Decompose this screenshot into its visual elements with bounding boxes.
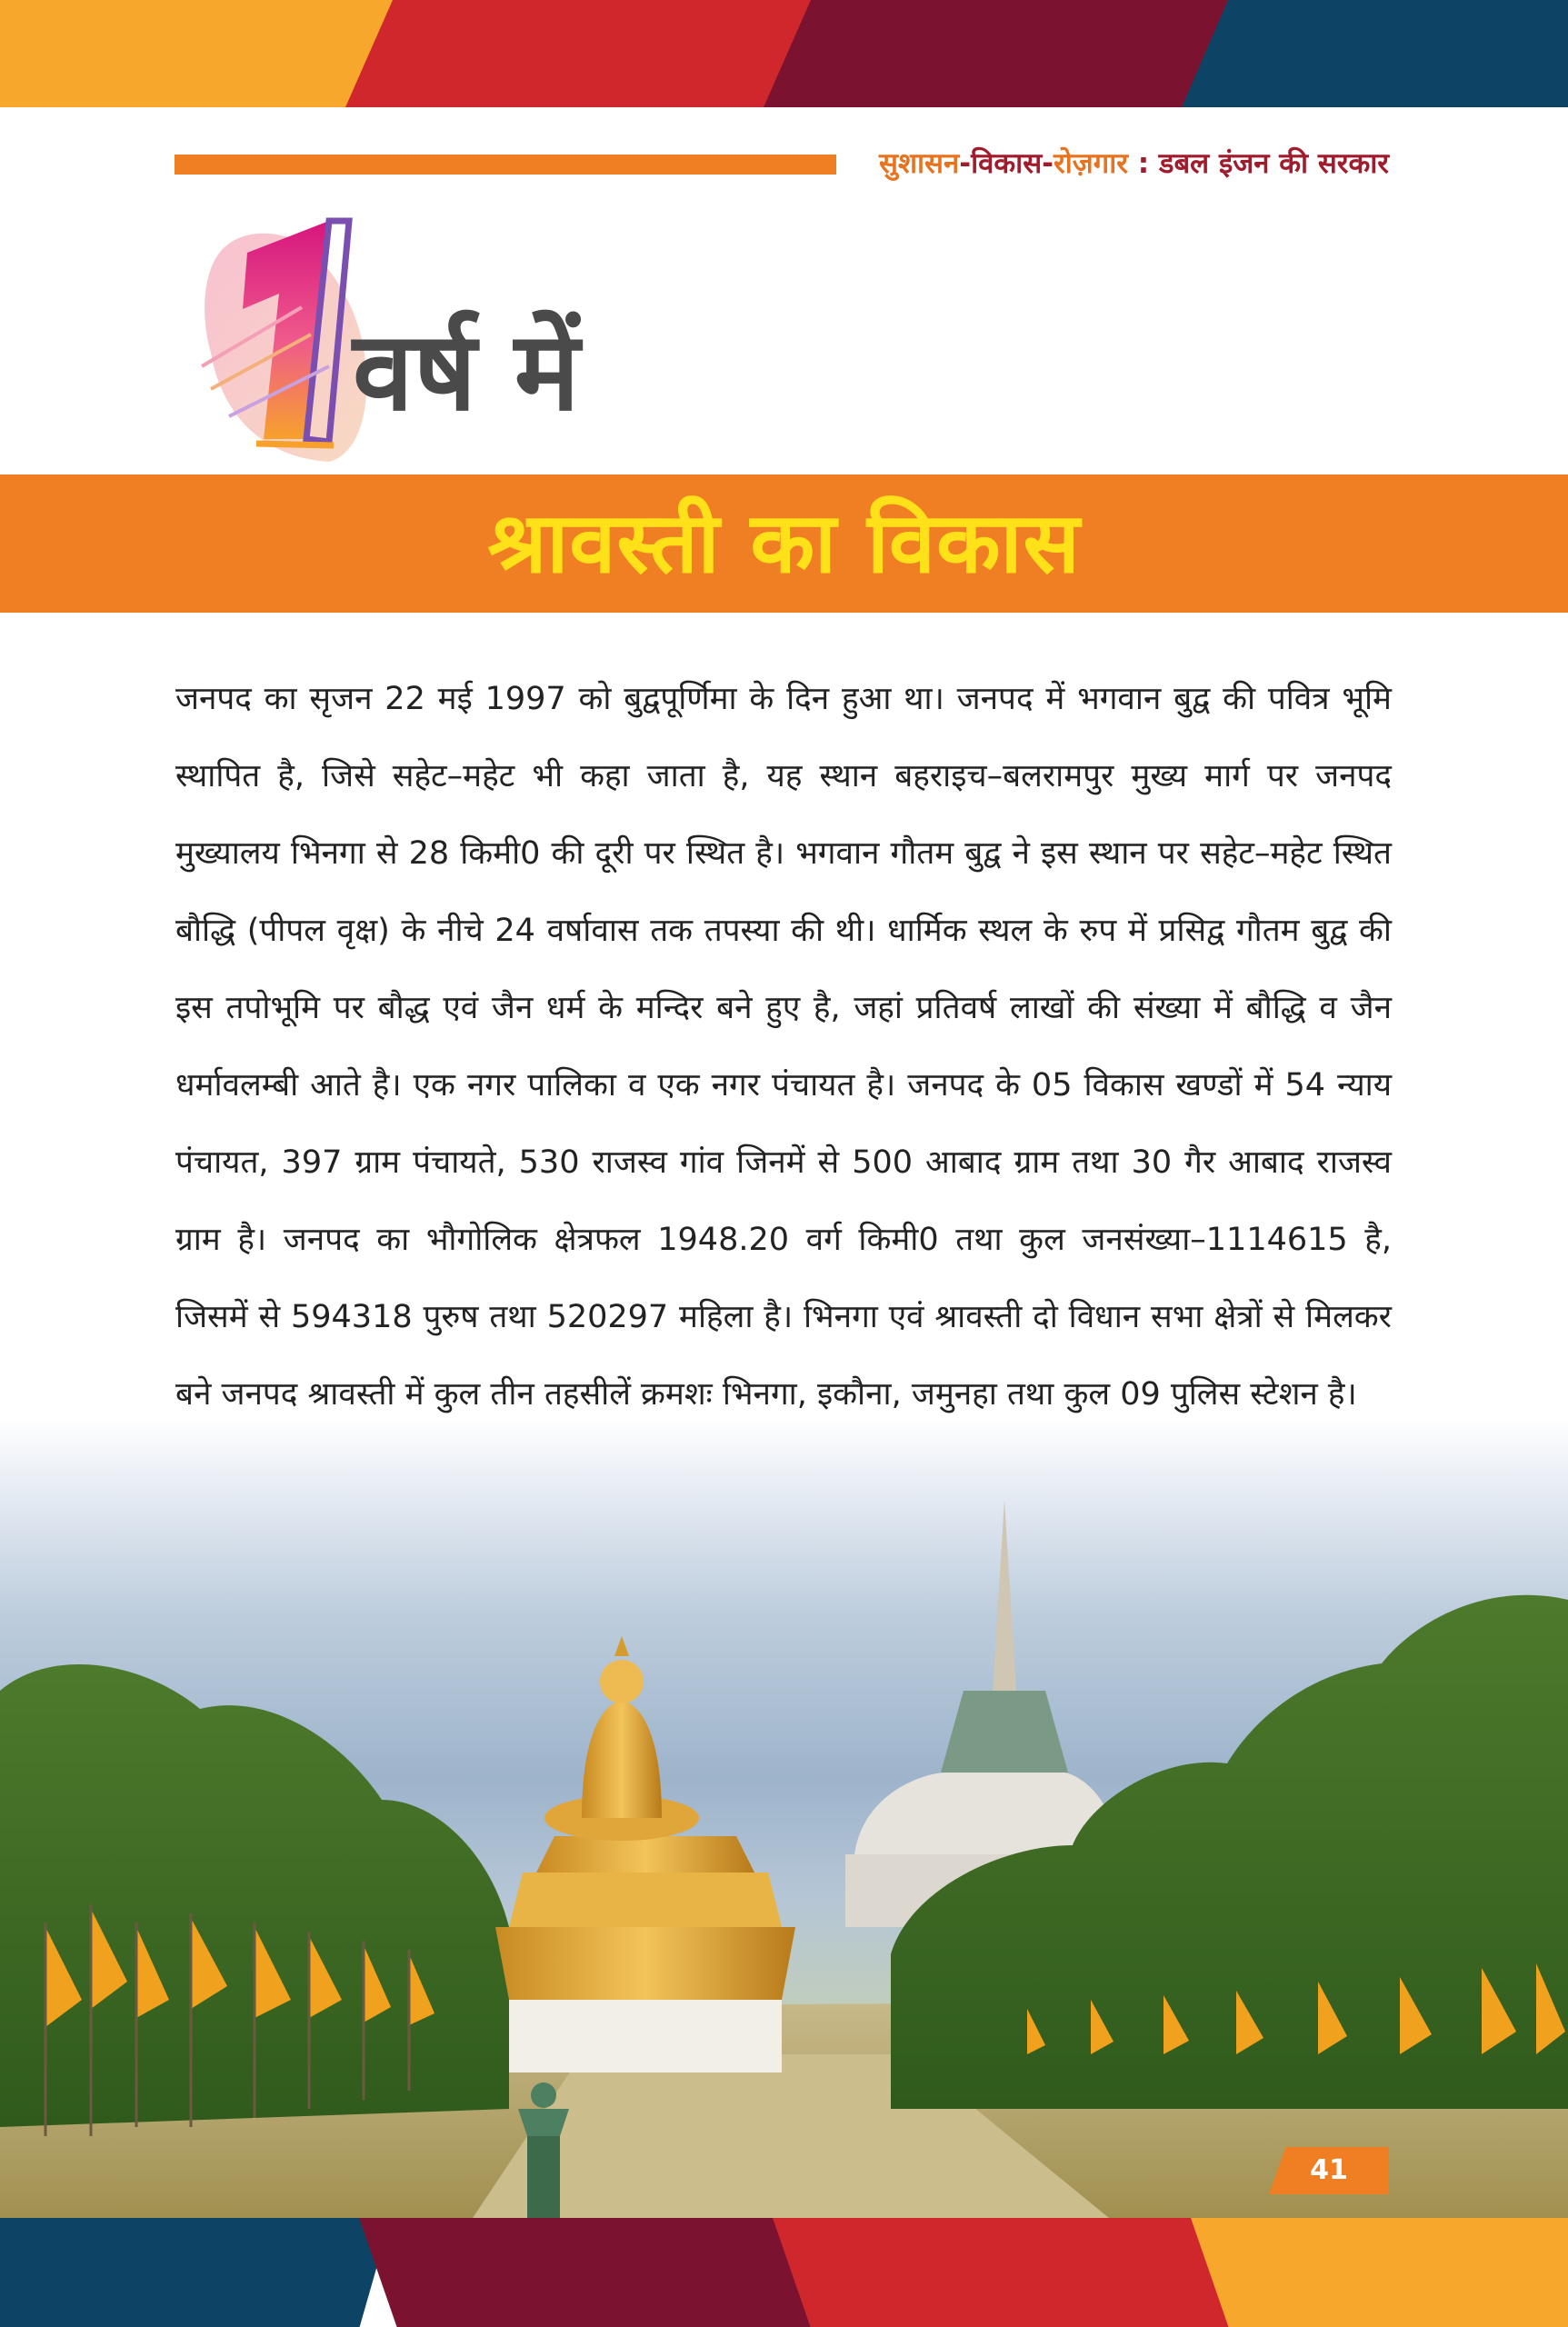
top-band-navy [1182, 0, 1568, 107]
tagline-word-vikas: विकास [971, 147, 1043, 180]
top-band-maroon [764, 0, 1236, 107]
top-color-band [0, 0, 1568, 107]
shravasti-stupa-photo [0, 1418, 1568, 2218]
tagline-word-sushasan: सुशासन [878, 147, 960, 180]
tagline-word-rozgar: रोज़गार [1054, 147, 1128, 180]
tagline-rest: : डबल इंजन की सरकार [1127, 147, 1389, 180]
header-tagline [879, 144, 1389, 182]
body-paragraph: जनपद का सृजन 22 मई 1997 को बुद्वपूर्णिमा के दिन हुआ था। जनपद में भगवान बुद्व की पवित्र भूमि स्थापित है, जिसे सहेट–महेट भी कहा जाता है, यह स्थान बहराइच–बलरामपुर मुख्य मार्ग पर जनपद मुख्यालय भिनगा से 28 किमी0 की दूरी पर स्थित है। भगवान गौतम बुद्व ने इस स्थान पर सहेट–महेट स्थित बौद्धि (पीपल वृक्ष) के नीचे 24 वर्षावास तक तपस्या की थी। धार्मिक स्थल के रुप में प्रसिद्व गौतम बुद्व की इस तपोभूमि पर बौद्ध एवं जैन धर्म के मन्दिर बने हुए है, जहां प्रतिवर्ष लाखों की संख्या में बौद्धि व जैन धर्मावलम्बी आते है। एक नगर पालिका व एक नगर पंचायत है। जनपद के 05 विकास खण्डों में 54 न्याय पंचायत, 397 ग्राम पंचायते, 530 राजस्व गांव जिनमें से 500 आबाद ग्राम तथा 30 गैर आबाद राजस्व ग्राम है। जनपद का भौगोलिक क्षेत्रफल 1948.20 वर्ग किमी0 तथा कुल जनसंख्या–1114615 है, जिसमें से 594318 पुरुष तथा 520297 महिला है। भिनगा एवं श्रावस्ती दो विधान सभा क्षेत्रों से मिलकर बने जनपद श्रावस्ती में कुल तीन तहसीलें क्रमशः भिनगा, इकौना, जमुनहा तथा कुल 09 पुलिस स्टेशन है। [175, 681, 1392, 1413]
numeral-one-graphic [193, 207, 375, 466]
bottom-band-red [773, 2218, 1245, 2327]
top-band-red [345, 0, 818, 107]
bottom-band-navy [0, 2218, 391, 2327]
bottom-band-maroon [359, 2218, 832, 2327]
header-orange-rule [175, 155, 836, 175]
bottom-band-amber [1191, 2218, 1568, 2327]
page-number: 41 [1310, 2154, 1348, 2186]
bottom-color-band [0, 2218, 1568, 2327]
tagline-separator: - [1042, 147, 1054, 180]
tagline-separator: - [959, 147, 972, 180]
one-year-emblem [193, 207, 375, 466]
page-title: श्रावस्ती का विकास [487, 494, 1081, 592]
varsh-mein-text: वर्ष में [353, 309, 580, 435]
